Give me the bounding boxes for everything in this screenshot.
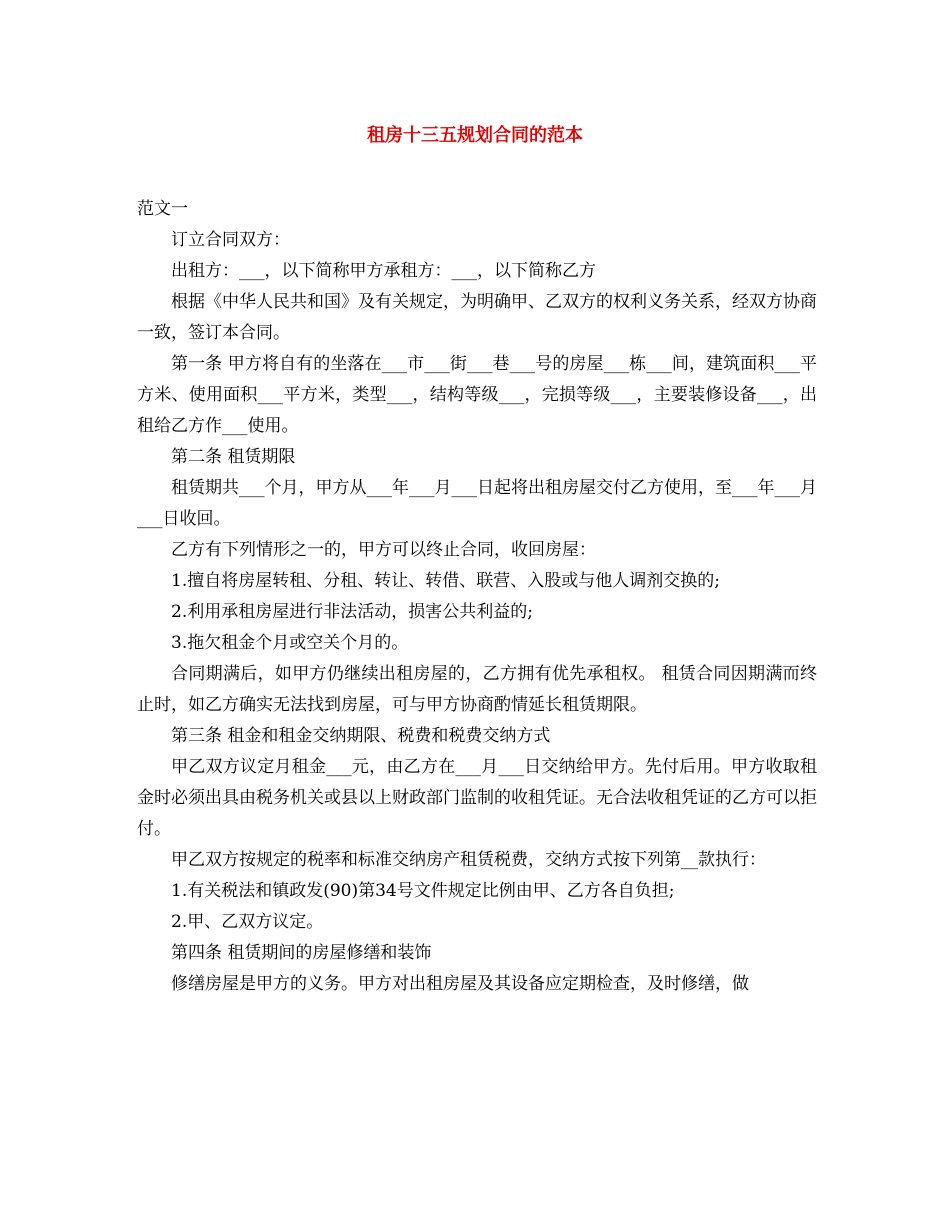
paragraph: 合同期满后，如甲方仍继续出租房屋的，乙方拥有优先承租权。 租赁合同因期满而终止时，如乙方确实无法找到房屋，可与甲方协商酌情延长租赁期限。 bbox=[137, 664, 817, 715]
paragraph: 出租方：___，以下简称甲方承租方：___，以下简称乙方 bbox=[171, 261, 596, 281]
section-heading: 范文一 bbox=[137, 199, 188, 219]
list-item: 1.有关税法和镇政发(90)第34号文件规定比例由甲、乙方各自负担; bbox=[171, 881, 675, 901]
paragraph: 租赁期共___个月，甲方从___年___月___日起将出租房屋交付乙方使用，至___年___月___日收回。 bbox=[137, 478, 817, 529]
article-heading: 第二条 租赁期限 bbox=[171, 447, 296, 467]
paragraph: 乙方有下列情形之一的，甲方可以终止合同，收回房屋： bbox=[171, 540, 596, 560]
article-heading: 第三条 租金和租金交纳期限、税费和税费交纳方式 bbox=[171, 726, 551, 746]
article-heading: 第四条 租赁期间的房屋修缮和装饰 bbox=[171, 943, 432, 963]
paragraph: 修缮房屋是甲方的义务。甲方对出租房屋及其设备应定期检查，及时修缮，做 bbox=[171, 974, 749, 994]
paragraph: 甲乙双方议定月租金___元，由乙方在___月___日交纳给甲方。先付后用。甲方收取租金时必须出具由税务机关或县以上财政部门监制的收租凭证。无合法收租凭证的乙方可以拒付。 bbox=[137, 757, 817, 839]
paragraph: 根据《中华人民共和国》及有关规定，为明确甲、乙双方的权利义务关系，经双方协商一致，签订本合同。 bbox=[137, 292, 817, 343]
list-item: 2.甲、乙双方议定。 bbox=[171, 912, 324, 932]
paragraph: 甲乙双方按规定的税率和标准交纳房产租赁税费，交纳方式按下列第__款执行： bbox=[171, 850, 766, 870]
document-title: 租房十三五规划合同的范本 bbox=[367, 125, 583, 146]
paragraph: 订立合同双方： bbox=[171, 230, 290, 250]
list-item: 3.拖欠租金个月或空关个月的。 bbox=[171, 633, 409, 653]
paragraph: 第一条 甲方将自有的坐落在___市___街___巷___号的房屋___栋___间，建筑面积___平方米、使用面积___平方米，类型___，结构等级___，完损等级___，主要装修设备___，出租给乙方作___使用。 bbox=[137, 354, 817, 436]
document-body bbox=[137, 194, 817, 1000]
list-item: 1.擅自将房屋转租、分租、转让、转借、联营、入股或与他人调剂交换的; bbox=[171, 571, 720, 591]
list-item: 2.利用承租房屋进行非法活动，损害公共利益的; bbox=[171, 602, 533, 622]
